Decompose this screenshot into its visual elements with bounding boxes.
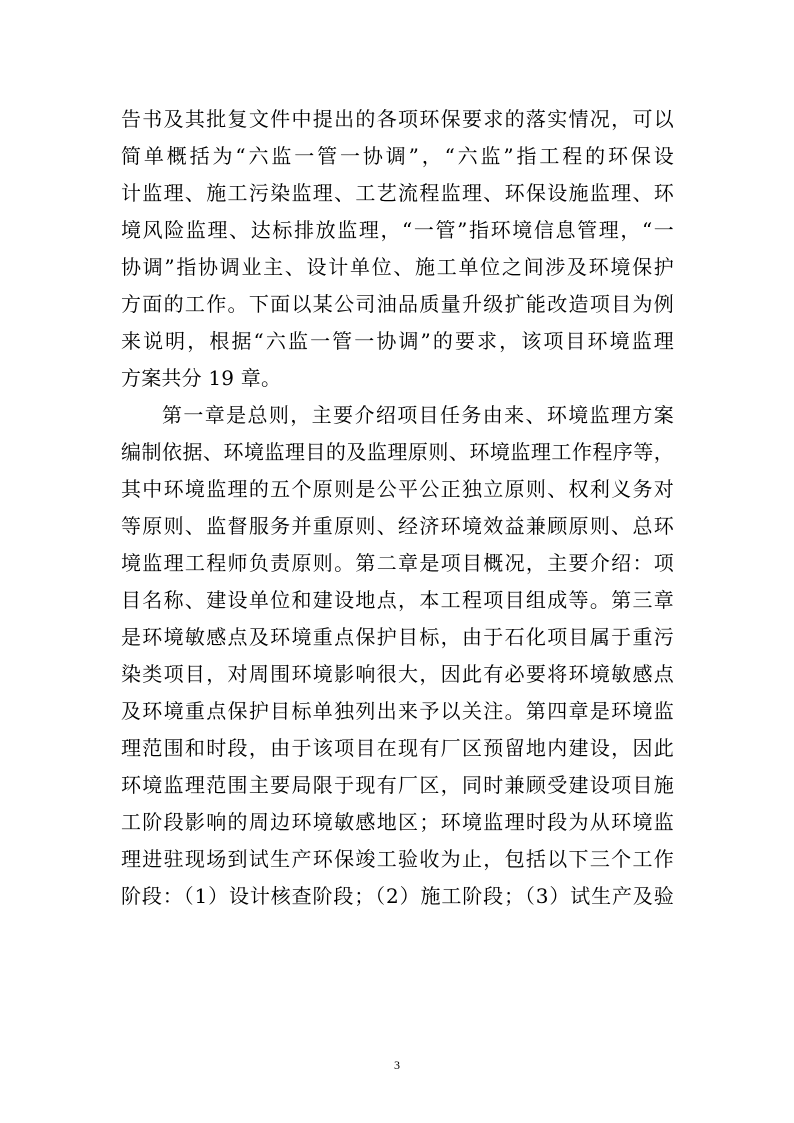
paragraph-1: [121, 101, 674, 397]
text-line: 第一章是总则，主要介绍项目任务由来、环境监理方案: [162, 403, 674, 427]
text-line: 告书及其批复文件中提出的各项环保要求的落实情况，可以: [121, 107, 674, 131]
text-line: 境风险监理、达标排放监理，“一管”指环境信息管理，“一: [121, 218, 674, 242]
text-line: 环境监理范围主要局限于现有厂区，同时兼顾受建设项目施: [121, 773, 674, 797]
text-line: 理范围和时段，由于该项目在现有厂区预留地内建设，因此: [121, 736, 674, 760]
text-line: 工阶段影响的周边环境敏感地区；环境监理时段为从环境监: [121, 810, 674, 834]
text-line: 来说明，根据“六监一管一协调”的要求，该项目环境监理: [121, 329, 674, 353]
text-line: 境监理工程师负责原则。第二章是项目概况，主要介绍：项: [121, 551, 674, 575]
body-text: [121, 101, 674, 915]
text-line: 是环境敏感点及环境重点保护目标，由于石化项目属于重污: [121, 625, 674, 649]
text-line: 协调”指协调业主、设计单位、施工单位之间涉及环境保护: [121, 255, 674, 279]
page-number: 3: [394, 1058, 400, 1072]
text-line: 理进驻现场到试生产环保竣工验收为止，包括以下三个工作: [121, 847, 674, 871]
text-line: 编制依据、环境监理目的及监理原则、环境监理工作程序等，: [121, 440, 674, 464]
text-line: 及环境重点保护目标单独列出来予以关注。第四章是环境监: [121, 699, 674, 723]
text-line: 等原则、监督服务并重原则、经济环境效益兼顾原则、总环: [121, 514, 674, 538]
paragraph-2: [121, 397, 674, 915]
text-line: 简单概括为“六监一管一协调”，“六监”指工程的环保设: [121, 144, 674, 168]
text-line: 染类项目，对周围环境影响很大，因此有必要将环境敏感点: [121, 662, 674, 686]
text-line: 其中环境监理的五个原则是公平公正独立原则、权利义务对: [121, 477, 674, 501]
text-line: 方面的工作。下面以某公司油品质量升级扩能改造项目为例: [121, 292, 674, 316]
text-line: 阶段：（1）设计核查阶段；（2）施工阶段；（3）试生产及验: [121, 884, 674, 908]
text-line: 目名称、建设单位和建设地点，本工程项目组成等。第三章: [121, 588, 674, 612]
text-line: 方案共分 19 章。: [121, 366, 282, 390]
text-line: 计监理、施工污染监理、工艺流程监理、环保设施监理、环: [121, 181, 674, 205]
